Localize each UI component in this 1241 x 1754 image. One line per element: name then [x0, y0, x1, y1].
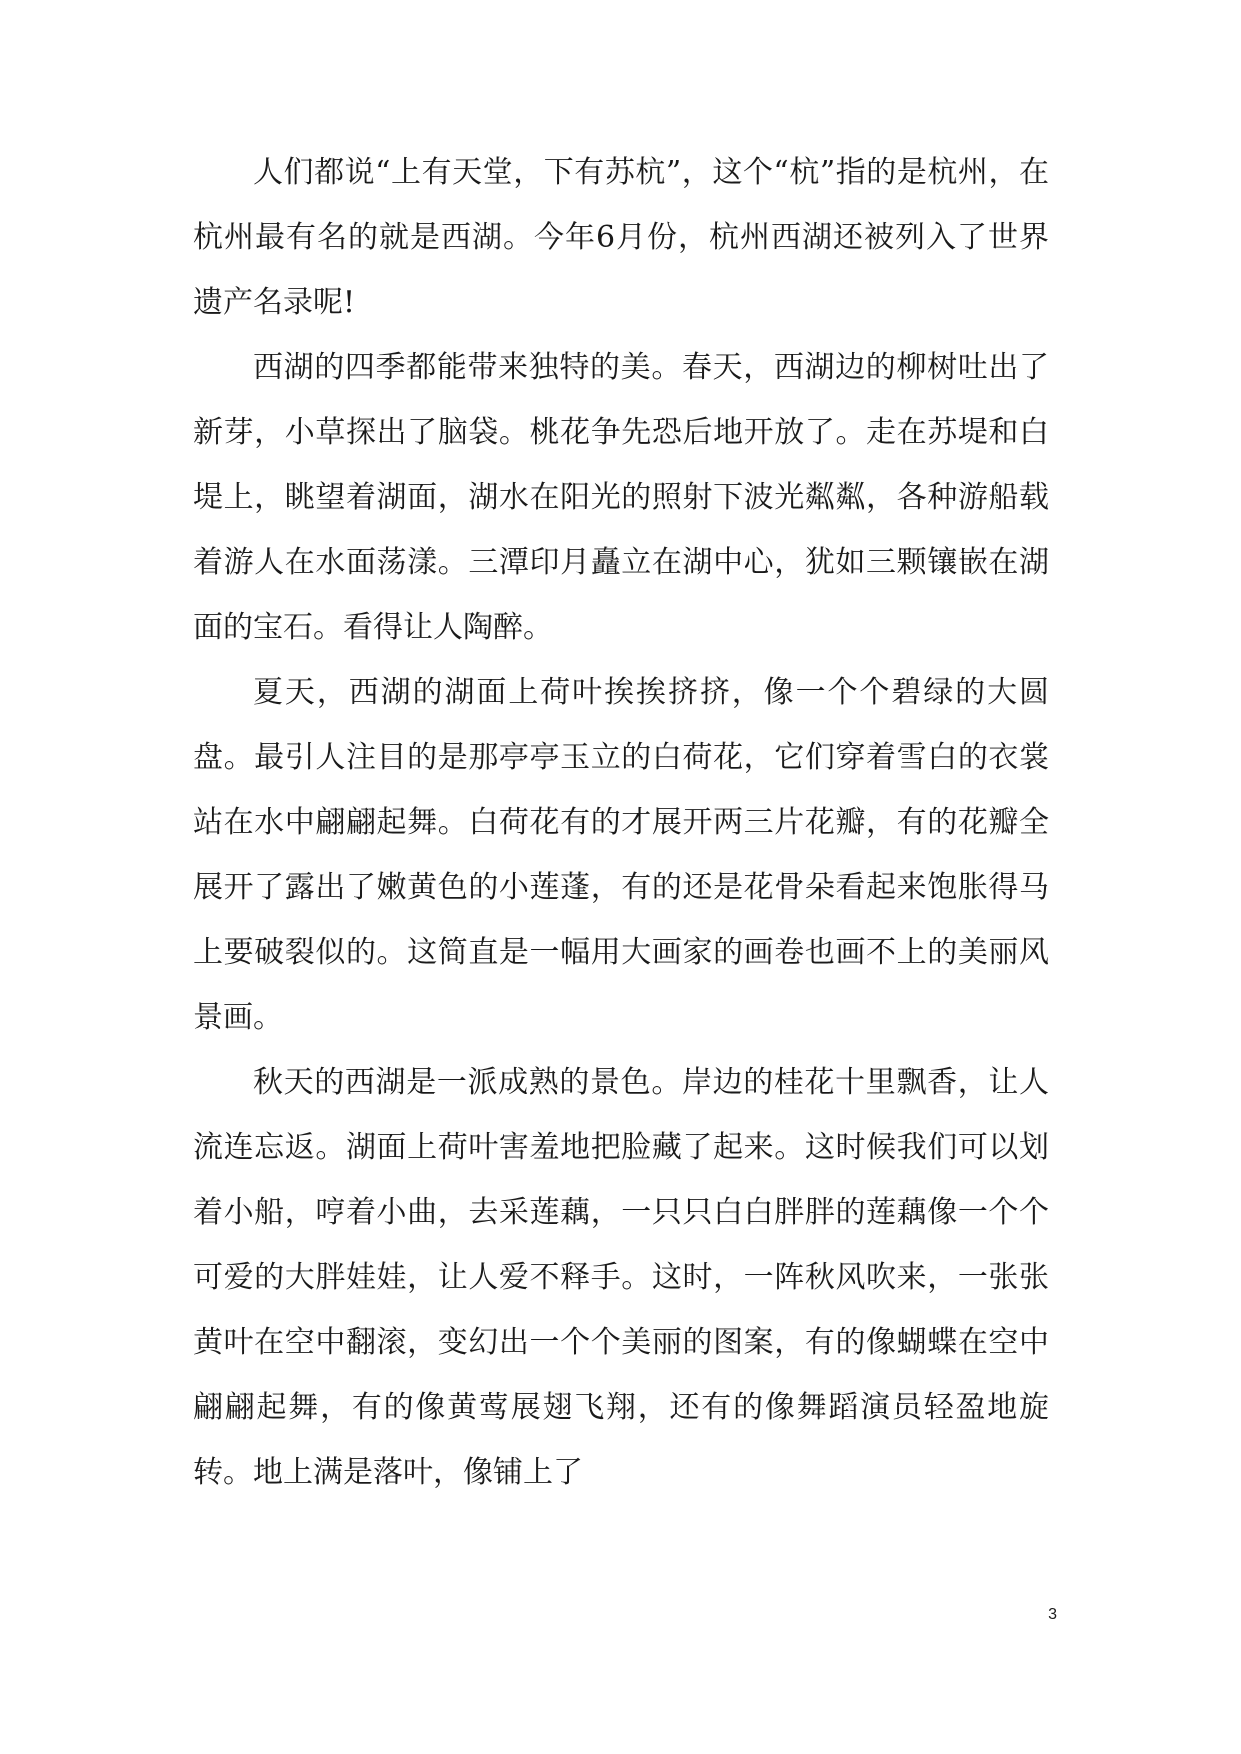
paragraph-summer: 夏天，西湖的湖面上荷叶挨挨挤挤，像一个个碧绿的大圆盘。最引人注目的是那亭亭玉立的白荷花，它们穿着雪白的衣裳站在水中翩翩起舞。白荷花有的才展开两三片花瓣，有的花瓣全展开了露出了嫩黄色的小莲蓬，有的还是花骨朵看起来饱胀得马上要破裂似的。这简直是一幅用大画家的画卷也画不上的美丽风景画。	[193, 675, 1049, 1035]
paragraph-intro: 人们都说“上有天堂，下有苏杭”，这个“杭”指的是杭州，在杭州最有名的就是西湖。今年6月份，杭州西湖还被列入了世界遗产名录呢!	[193, 155, 1049, 320]
paragraph-autumn: 秋天的西湖是一派成熟的景色。岸边的桂花十里飘香，让人流连忘返。湖面上荷叶害羞地把脸藏了起来。这时候我们可以划着小船，哼着小曲，去采莲藕，一只只白白胖胖的莲藕像一个个可爱的大胖娃娃，让人爱不释手。这时，一阵秋风吹来，一张张黄叶在空中翻滚，变幻出一个个美丽的图案，有的像蝴蝶在空中翩翩起舞，有的像黄莺展翅飞翔，还有的像舞蹈演员轻盈地旋转。地上满是落叶，像铺上了	[193, 1065, 1049, 1490]
page-number: 3	[1048, 1606, 1057, 1623]
body-text	[193, 140, 1049, 1505]
paragraph-spring: 西湖的四季都能带来独特的美。春天，西湖边的柳树吐出了新芽，小草探出了脑袋。桃花争先恐后地开放了。走在苏堤和白堤上，眺望着湖面，湖水在阳光的照射下波光粼粼，各种游船载着游人在水面荡漾。三潭印月矗立在湖中心，犹如三颗镶嵌在湖面的宝石。看得让人陶醉。	[193, 350, 1049, 645]
